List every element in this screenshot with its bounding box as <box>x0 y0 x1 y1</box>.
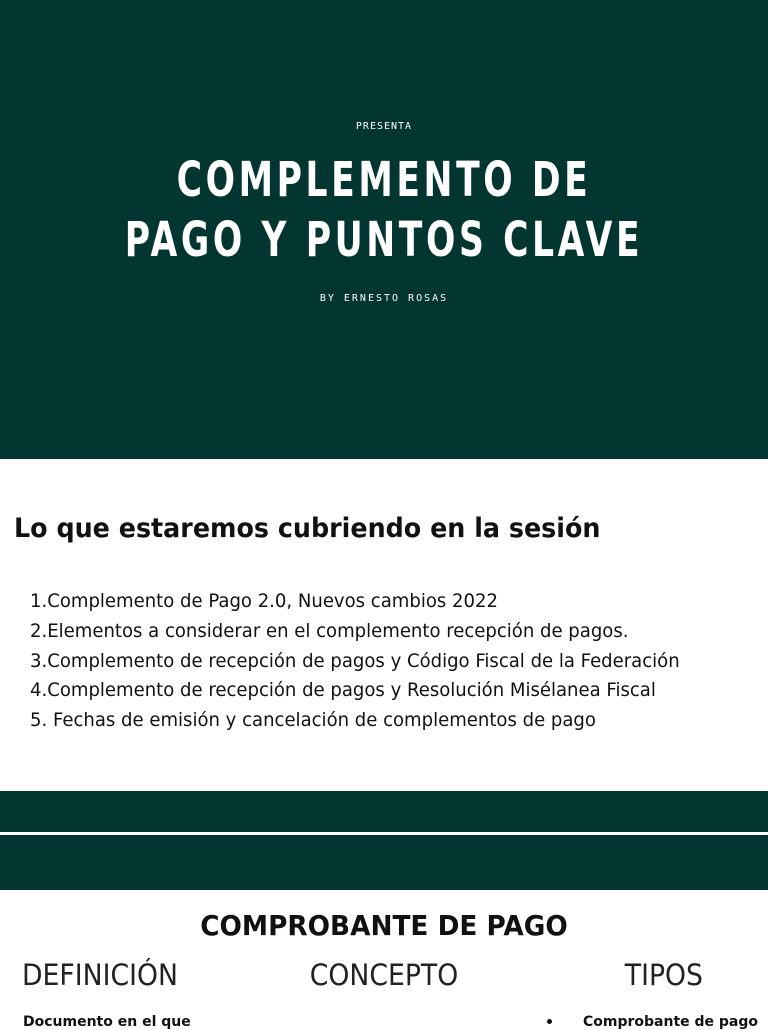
comprobante-title: COMPROBANTE DE PAGO <box>200 909 568 942</box>
cover-title-line-2: PAGO Y PUNTOS CLAVE <box>124 212 644 268</box>
agenda-item <box>30 587 680 617</box>
cover-slide <box>0 0 768 459</box>
cover-title <box>108 150 661 270</box>
agenda-item-text: Elementos a considerar en el complemento recepción de pagos. <box>47 619 629 642</box>
agenda-item <box>30 676 680 706</box>
cover-presenta: PRESENTA <box>355 121 413 132</box>
agenda-item-number: 2. <box>30 619 48 642</box>
column-heading-tipos: TIPOS <box>624 958 703 992</box>
divider-band-top <box>0 791 768 832</box>
agenda-item-number: 5. <box>30 709 48 731</box>
agenda-item <box>30 706 680 736</box>
agenda-item <box>30 617 680 647</box>
agenda-list <box>30 587 714 736</box>
tipos-text: Comprobante de pago <box>583 1014 759 1030</box>
definicion-text: Documento en el que <box>23 1014 191 1030</box>
agenda-item-text: Complemento de recepción de pagos y Código Fiscal de la Federación <box>47 649 680 672</box>
bullet-icon <box>547 1019 552 1024</box>
agenda-item <box>30 647 680 677</box>
agenda-item-number: 1. <box>30 590 48 612</box>
column-heading-concepto: CONCEPTO <box>309 958 459 992</box>
cover-byline: BY ERNESTO ROSAS <box>319 293 449 304</box>
agenda-item-number: 4. <box>30 679 48 702</box>
agenda-item-number: 3. <box>30 649 48 672</box>
divider-band-bottom <box>0 835 768 890</box>
cover-title-line-1: COMPLEMENTO DE <box>176 152 592 208</box>
agenda-title: Lo que estaremos cubriendo en la sesión <box>14 513 601 544</box>
agenda-item-text: Complemento de Pago 2.0, Nuevos cambios 2022 <box>47 590 498 612</box>
agenda-item-text: Fechas de emisión y cancelación de complementos de pago <box>47 709 596 731</box>
agenda-item-text: Complemento de recepción de pagos y Resolución Misélanea Fiscal <box>47 679 656 702</box>
column-heading-definicion: DEFINICIÓN <box>22 958 178 992</box>
